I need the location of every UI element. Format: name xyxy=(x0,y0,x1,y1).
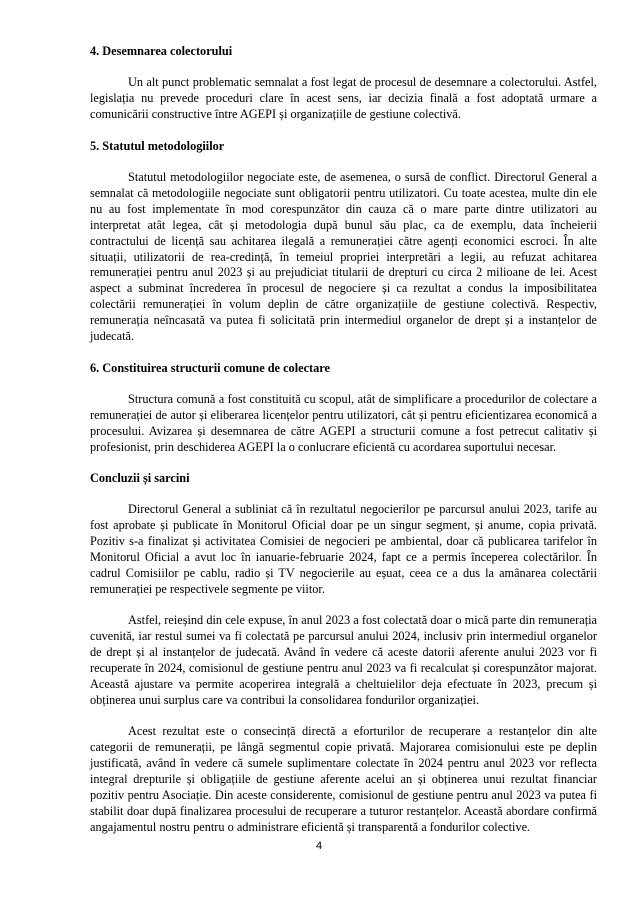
paragraph-statutul-metodologiilor: Statutul metodologiilor negociate este, de asemenea, o sursă de conflict. Directorul General a semnalat că metodologiile negociate sunt obligatorii pentru utilizatori. Cu toate acestea, multe din ele nu au fost implementate în mod corespunzător din cauza că o mare parte dintre utilizatori au interpretat atât legea, cât și metodologia după bunul său plac, ca de exemplu, data încheierii contractului de licență sau achitarea ilegală a remunerației către agenți economici escroci. În alte situații, utilizatorii de rea-credință, în temeiul propriei interpretări a legii, au refuzat achitarea remunerației pentru anul 2023 și au prejudiciat titularii de drepturi cu circa 2 milioane de lei. Acest aspect a subminat încrederea în procesul de negociere și ca rezultat a condus la imposibilitatea colectării remunerației în volum deplin de către organizațiile de gestiune colectivă. Respectiv, remunerația neîncasată va putea fi solicitată prin intermediul organelor de drept și a instanțelor de judecată. xyxy=(90,170,597,344)
paragraph-concluzii-3: Acest rezultat este o consecință directă a eforturilor de recuperare a restanțelor din alte categorii de remunerații, pe lângă segmentul copie privată. Majorarea comisionului este pe deplin justificată, având în vedere că sumele suplimentare colectate în 2024 pentru anul 2023 vor reflecta integral drepturile și obligațiile de gestiune aferente acelui an și obținerea unui rezultat financiar pozitiv pentru Asociație. Din aceste considerente, comisionul de gestiune pentru anul 2023 va putea fi stabilit doar după finalizarea procesului de recuperare a tuturor restanțelor. Această abordare confirmă angajamentul nostru pentru o administrare eficientă și transparentă a fondurilor colective. xyxy=(90,724,597,834)
paragraph-concluzii-2: Astfel, reieșind din cele expuse, în anul 2023 a fost colectată doar o mică parte din remunerația cuvenită, iar restul sumei va fi colectată pe parcursul anului 2024, inclusiv prin intermediul organelor de drept și al instanțelor de judecată. Având în vedere că aceste datorii aferente anului 2023 vor fi recuperate în 2024, comisionul de gestiune pentru anul 2023 va fi recalculat și corespunzător majorat. Această ajustare va permite acoperirea integrală a cheltuielilor deja efectuate în 2023, precum și obținerea unui surplus care va contribui la consolidarea fondurilor organizației. xyxy=(90,613,597,707)
section-heading-structura-comuna: 6. Constituirea structurii comune de colectare xyxy=(90,360,330,375)
section-heading-concluzii: Concluzii și sarcini xyxy=(90,471,190,486)
section-heading-statutul-metodologiilor: 5. Statutul metodologiilor xyxy=(90,138,225,153)
section-heading-desemnarea-colectorului: 4. Desemnarea colectorului xyxy=(90,44,233,58)
paragraph-concluzii-1: Directorul General a subliniat că în rezultatul negocierilor pe parcursul anului 2023, tarife au fost aprobate și publicate în Monitorul Oficial doar pe un singur segment, și anume, copia privată. Pozitiv s-a finalizat și activitatea Comisiei de negocieri pe ambiental, doar că publicarea tarifelor în Monitorul Oficial a avut loc în ianuarie-februarie 2024, fapt ce a permis începerea colectărilor. În cadrul Comisiilor pe cablu, radio și TV negocierile au eșuat, ceea ce a dus la amânarea colectării remunerației pe respectivele segmente pe viitor. xyxy=(90,502,597,596)
page-number: 4 xyxy=(315,840,323,852)
paragraph-structura-comuna: Structura comună a fost constituită cu scopul, atât de simplificare a procedurilor de colectare a remunerației de autor și eliberarea licențelor pentru utilizatori, cât și pentru eficientizarea economică a procesului. Avizarea și desemnarea de către AGEPI a structurii comune a fost petrecut calitativ și profesionist, prin deschiderea AGEPI la o conlucrare eficientă cu acordarea suportului necesar. xyxy=(90,391,597,454)
paragraph-desemnarea-colectorului: Un alt punct problematic semnalat a fost legat de procesul de desemnare a colectorului. Astfel, legislația nu prevede proceduri clare în acest sens, iar decizia finală a fost adoptată urmare a comunicării constructive între AGEPI și organizațiile de gestiune colectivă. xyxy=(90,75,597,122)
document-body xyxy=(90,44,597,851)
